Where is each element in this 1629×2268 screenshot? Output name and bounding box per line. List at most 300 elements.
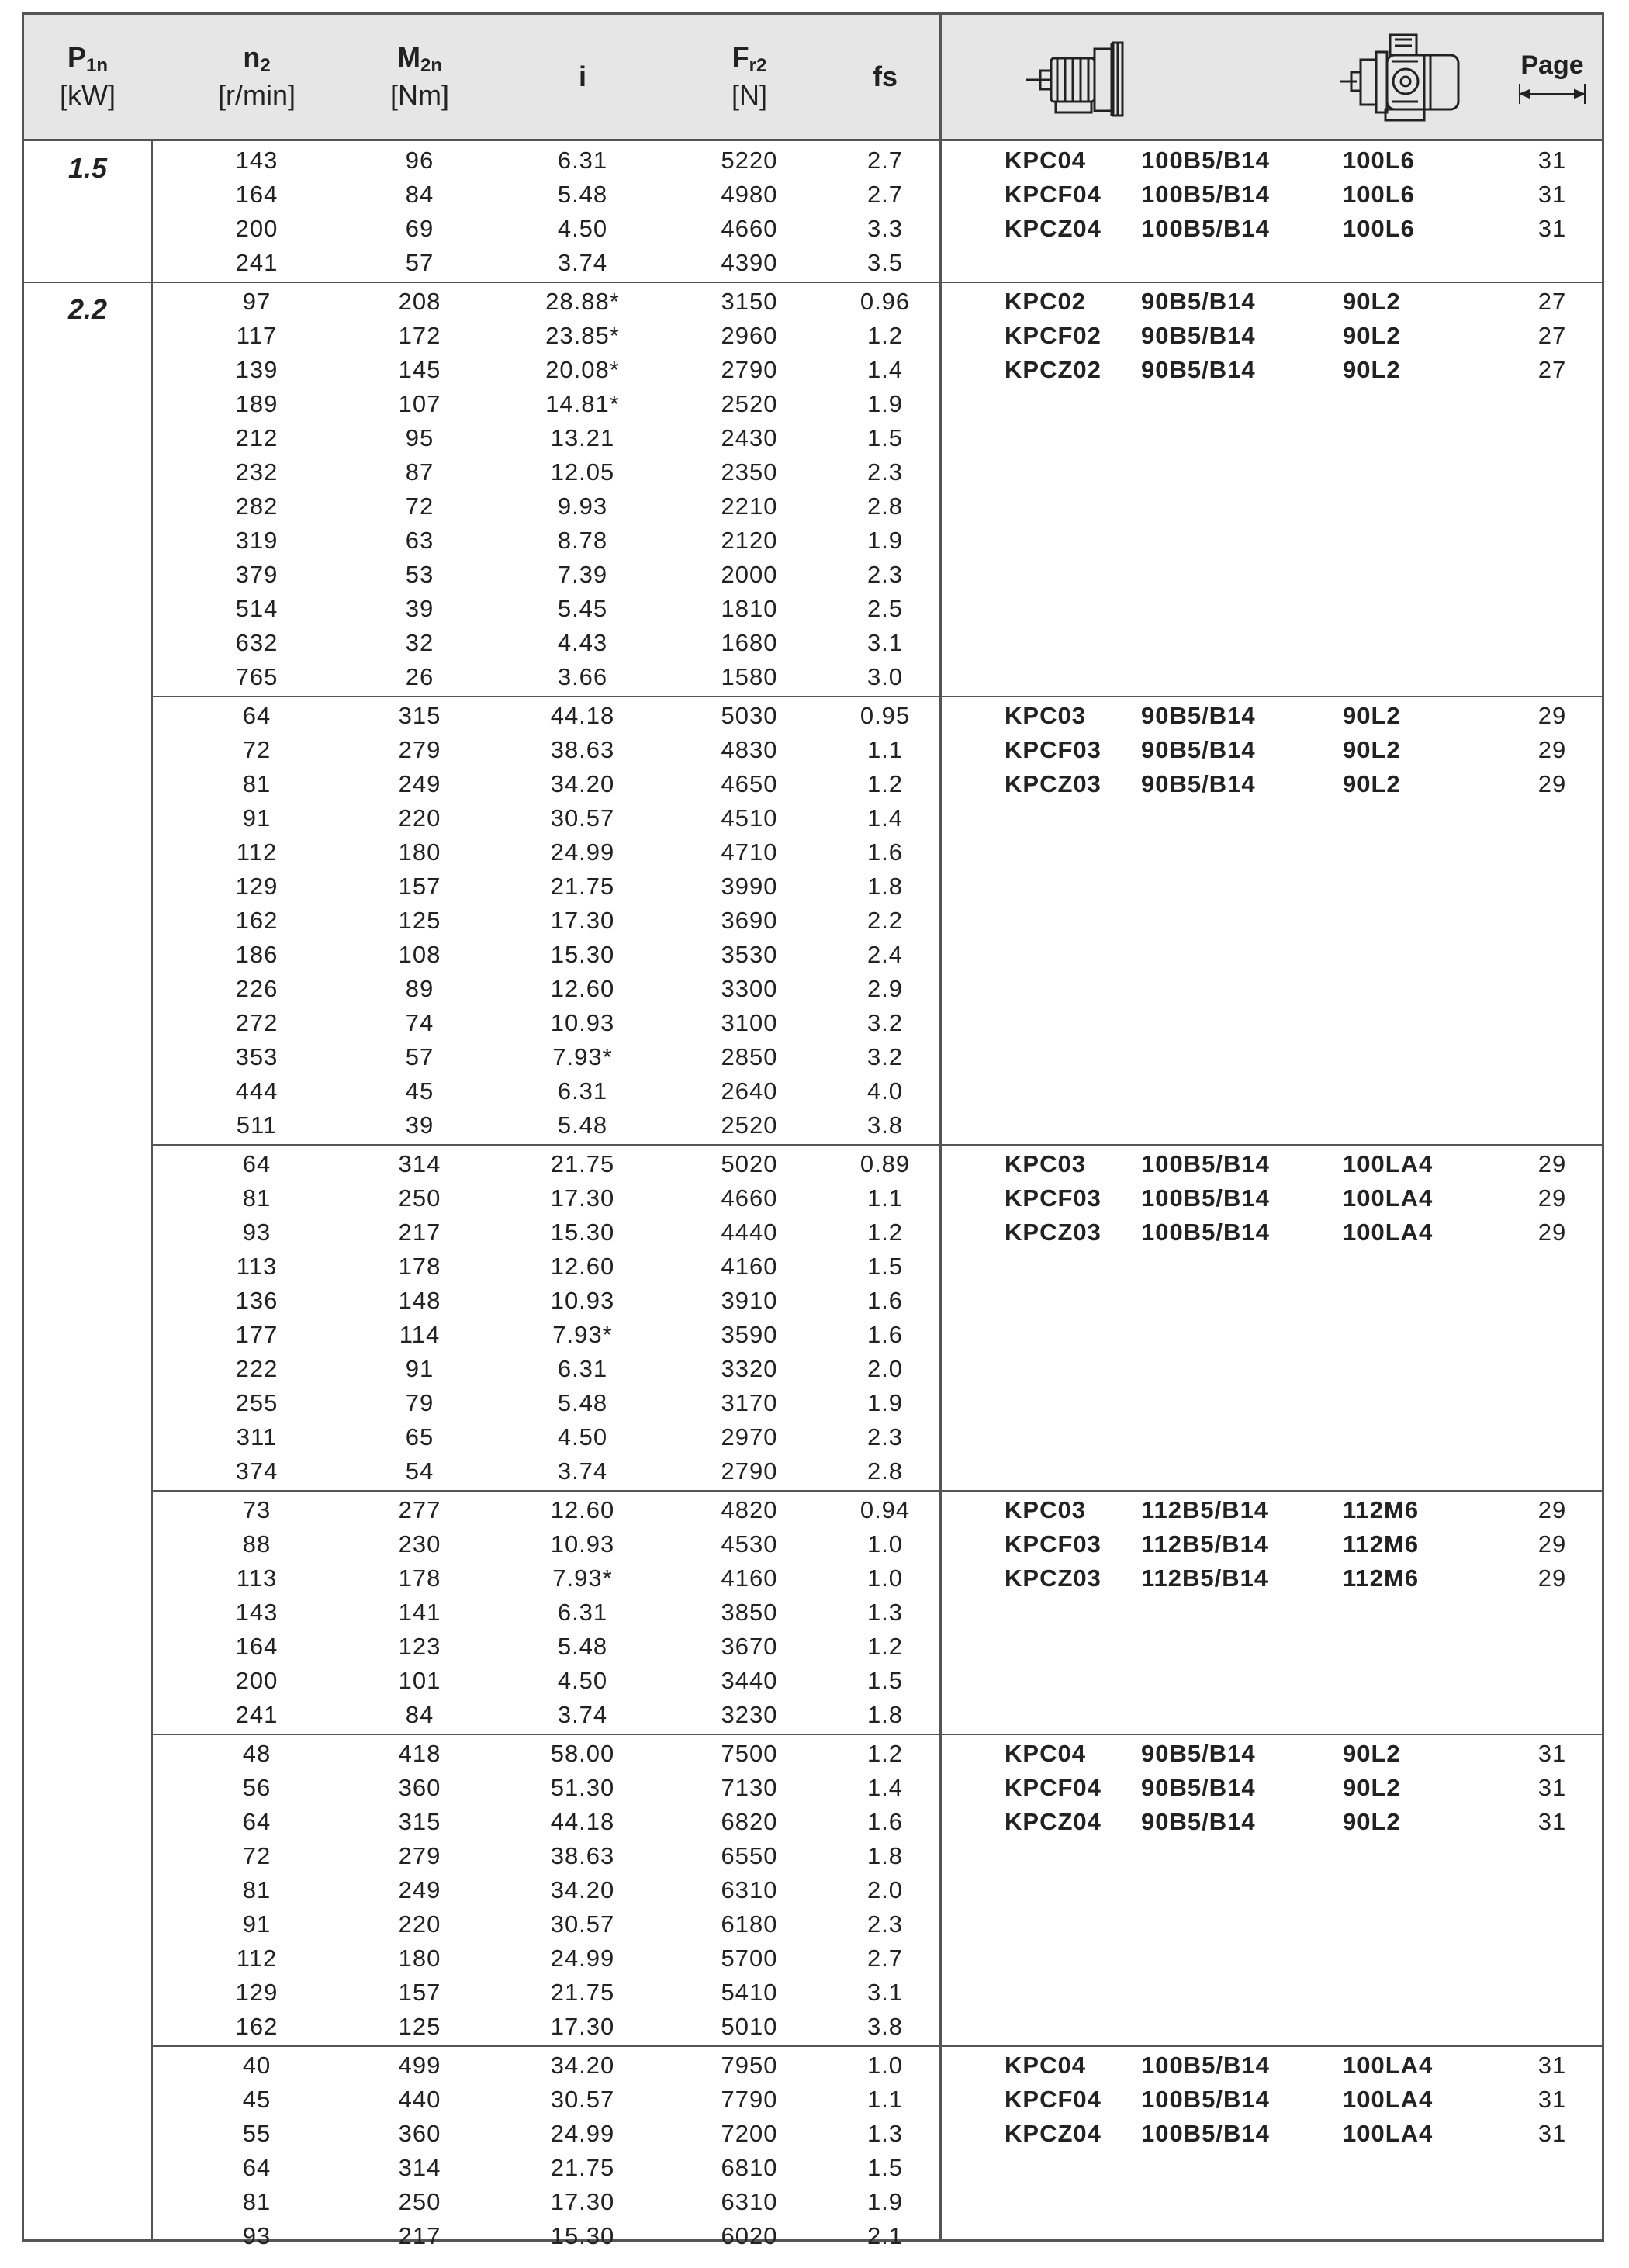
- ratio-cell: 4.50: [557, 215, 608, 242]
- output-speed-cell: 632: [235, 629, 278, 656]
- output-torque-cell: 57: [405, 249, 434, 276]
- radial-load-cell: 5030: [721, 702, 778, 729]
- service-factor-cell: 2.2: [866, 907, 904, 934]
- radial-load-cell: 2000: [721, 561, 778, 588]
- service-factor-cell: 1.2: [866, 322, 904, 349]
- ratio-cell: 3.74: [557, 1457, 608, 1485]
- ratio-cell: 28.88*: [545, 288, 620, 315]
- output-speed-cell: 162: [235, 907, 278, 934]
- flange-size-cell: 112B5/B14: [1141, 1564, 1269, 1592]
- table-row: [24, 801, 1602, 835]
- model-name-cell: KPC03: [1005, 1496, 1086, 1523]
- output-speed-cell: 162: [235, 2013, 278, 2040]
- radial-load-cell: 3320: [721, 1355, 778, 1382]
- ratio-cell: 13.21: [550, 424, 615, 451]
- output-speed-cell: 200: [235, 215, 278, 242]
- flange-size-cell: 90B5/B14: [1141, 322, 1256, 349]
- output-torque-cell: 114: [399, 1321, 441, 1348]
- output-torque-cell: 57: [405, 1043, 434, 1070]
- output-torque-cell: 314: [398, 2154, 441, 2181]
- ratio-cell: 6.31: [557, 1599, 608, 1626]
- output-torque-cell: 91: [405, 1355, 434, 1382]
- output-torque-cell: 74: [405, 1009, 434, 1036]
- radial-load-cell: 2850: [721, 1043, 778, 1070]
- header-service-factor: fs: [872, 60, 898, 92]
- service-factor-cell: 1.8: [866, 873, 904, 900]
- service-factor-cell: 2.0: [866, 1876, 904, 1903]
- output-speed-cell: 212: [235, 424, 278, 451]
- radial-load-cell: 6020: [721, 2222, 778, 2249]
- radial-load-cell: 2970: [721, 1423, 778, 1450]
- ratio-cell: 12.60: [550, 1496, 615, 1523]
- radial-load-cell: 1680: [721, 629, 778, 656]
- page-number-cell: 27: [1537, 356, 1567, 383]
- output-speed-cell: 136: [235, 1287, 278, 1314]
- ratio-cell: 3.74: [557, 249, 608, 276]
- table-row: [24, 2185, 1602, 2219]
- output-torque-cell: 249: [398, 1876, 441, 1903]
- output-speed-cell: 129: [235, 873, 278, 900]
- page-number-cell: 29: [1537, 1530, 1567, 1558]
- flange-size-cell: 90B5/B14: [1141, 736, 1256, 763]
- service-factor-cell: 1.0: [866, 1564, 904, 1592]
- ratio-cell: 34.20: [550, 2052, 615, 2079]
- output-torque-cell: 499: [398, 2052, 441, 2079]
- service-factor-cell: 1.8: [866, 1701, 904, 1728]
- flange-size-cell: 90B5/B14: [1141, 1774, 1256, 1801]
- service-factor-cell: 1.2: [866, 1633, 904, 1660]
- output-speed-cell: 164: [235, 1633, 278, 1660]
- flange-size-cell: 100B5/B14: [1141, 147, 1270, 174]
- motor-size-cell: 90L2: [1343, 1808, 1401, 1835]
- page-number-cell: 27: [1537, 288, 1567, 315]
- service-factor-cell: 1.1: [866, 736, 904, 763]
- table-row: [24, 2151, 1602, 2185]
- ratio-cell: 20.08*: [545, 356, 620, 383]
- radial-load-cell: 3170: [721, 1389, 778, 1416]
- table-row: [24, 1386, 1602, 1420]
- model-row: [24, 2048, 1602, 2083]
- output-speed-cell: 112: [236, 838, 278, 866]
- output-speed-cell: 93: [242, 2222, 272, 2249]
- service-factor-cell: 2.5: [866, 595, 904, 622]
- model-row: [24, 1181, 1602, 1215]
- model-row: [24, 2083, 1602, 2117]
- service-factor-cell: 0.96: [859, 288, 911, 315]
- model-row: [24, 285, 1602, 319]
- radial-load-cell: 3990: [721, 873, 778, 900]
- output-speed-cell: 112: [236, 1945, 278, 1972]
- service-factor-cell: 3.2: [866, 1043, 904, 1070]
- ratio-cell: 10.93: [550, 1287, 615, 1314]
- service-factor-cell: 0.95: [859, 702, 911, 729]
- model-name-cell: KPCZ04: [1005, 2120, 1102, 2147]
- output-speed-cell: 139: [235, 356, 278, 383]
- output-speed-cell: 177: [235, 1321, 278, 1348]
- table-row: [24, 1664, 1602, 1698]
- output-torque-cell: 45: [405, 1077, 434, 1105]
- output-speed-cell: 311: [236, 1423, 278, 1450]
- flange-size-cell: 90B5/B14: [1141, 770, 1256, 797]
- radial-load-cell: 5410: [721, 1979, 778, 2006]
- table-row: [24, 246, 1602, 280]
- motor-size-cell: 100LA4: [1343, 2052, 1434, 2079]
- table-row: [24, 421, 1602, 455]
- model-name-cell: KPCF04: [1005, 181, 1102, 208]
- ratio-cell: 21.75: [550, 1979, 615, 2006]
- motor-size-cell: 112M6: [1343, 1530, 1420, 1558]
- table-row: [24, 1318, 1602, 1352]
- radial-load-cell: 4660: [721, 1184, 778, 1212]
- page-number-cell: 27: [1537, 322, 1567, 349]
- radial-load-cell: 3690: [721, 907, 778, 934]
- radial-load-cell: 5700: [721, 1945, 778, 1972]
- service-factor-cell: 2.7: [866, 1945, 904, 1972]
- flange-size-cell: 90B5/B14: [1141, 702, 1256, 729]
- output-speed-cell: 81: [242, 1876, 272, 1903]
- table-row: [24, 387, 1602, 421]
- ratio-cell: 12.60: [550, 1253, 615, 1280]
- ratio-cell: 10.93: [550, 1530, 615, 1558]
- service-factor-cell: 4.0: [866, 1077, 904, 1105]
- flange-size-cell: 100B5/B14: [1141, 215, 1270, 242]
- output-speed-cell: 241: [235, 1701, 278, 1728]
- header-ratio: i: [578, 60, 586, 92]
- table-row: [24, 1352, 1602, 1386]
- ratio-cell: 30.57: [550, 2086, 615, 2113]
- header-page: Page: [1506, 15, 1599, 139]
- model-row: [24, 733, 1602, 767]
- output-torque-cell: 141: [398, 1599, 441, 1626]
- table-row: [24, 1108, 1602, 1143]
- output-torque-cell: 39: [405, 1112, 434, 1139]
- page-number-cell: 31: [1537, 1740, 1567, 1767]
- output-torque-cell: 250: [398, 1184, 441, 1212]
- radial-load-cell: 2790: [721, 1457, 778, 1485]
- output-torque-cell: 39: [405, 595, 434, 622]
- output-speed-cell: 353: [235, 1043, 278, 1070]
- table-row: [24, 2010, 1602, 2044]
- table-row: [24, 558, 1602, 592]
- ratio-cell: 14.81*: [545, 390, 620, 417]
- page-number-cell: 29: [1537, 1564, 1567, 1592]
- group-separator: [153, 696, 1602, 697]
- output-speed-cell: 186: [235, 941, 278, 968]
- ratio-cell: 6.31: [557, 1077, 608, 1105]
- radial-load-cell: 2960: [721, 322, 778, 349]
- page-number-cell: 29: [1537, 1184, 1567, 1212]
- radial-load-cell: 4830: [721, 736, 778, 763]
- output-torque-cell: 315: [398, 702, 441, 729]
- flange-size-cell: 90B5/B14: [1141, 1740, 1256, 1767]
- ratio-cell: 5.48: [557, 1112, 608, 1139]
- output-torque-cell: 72: [405, 493, 434, 520]
- service-factor-cell: 3.8: [866, 1112, 904, 1139]
- radial-load-cell: 6310: [721, 2188, 778, 2215]
- model-row: [24, 699, 1602, 733]
- output-torque-cell: 145: [398, 356, 441, 383]
- ratio-cell: 24.99: [550, 2120, 615, 2147]
- model-row: [24, 1527, 1602, 1561]
- output-speed-cell: 164: [235, 181, 278, 208]
- ratio-cell: 38.63: [550, 1842, 615, 1869]
- radial-load-cell: 5220: [721, 147, 778, 174]
- ratio-cell: 34.20: [550, 1876, 615, 1903]
- radial-load-cell: 3590: [721, 1321, 778, 1348]
- output-torque-cell: 125: [398, 907, 441, 934]
- model-name-cell: KPCZ02: [1005, 356, 1102, 383]
- radial-load-cell: 7500: [721, 1740, 778, 1767]
- service-factor-cell: 1.6: [866, 1321, 904, 1348]
- radial-load-cell: 6820: [721, 1808, 778, 1835]
- model-name-cell: KPCF03: [1005, 1530, 1102, 1558]
- service-factor-cell: 0.94: [859, 1496, 911, 1523]
- output-torque-cell: 180: [398, 1945, 441, 1972]
- ratio-cell: 5.48: [557, 181, 608, 208]
- radial-load-cell: 6810: [721, 2154, 778, 2181]
- motor-size-cell: 90L2: [1343, 288, 1401, 315]
- header-output-torque: $M_{2n}$ [Nm]: [390, 41, 449, 112]
- ratio-cell: 30.57: [550, 804, 615, 831]
- service-factor-cell: 1.2: [866, 770, 904, 797]
- ratio-cell: 21.75: [550, 2154, 615, 2181]
- page-number-cell: 29: [1537, 1496, 1567, 1523]
- table-row: [24, 1873, 1602, 1907]
- table-row: [24, 1698, 1602, 1732]
- ratio-cell: 7.93*: [552, 1321, 613, 1348]
- page-number-cell: 31: [1537, 215, 1567, 242]
- output-speed-cell: 64: [242, 702, 272, 729]
- output-torque-cell: 148: [398, 1287, 441, 1314]
- output-speed-cell: 97: [242, 288, 272, 315]
- radial-load-cell: 4390: [721, 249, 778, 276]
- model-name-cell: KPC02: [1005, 288, 1086, 315]
- radial-load-cell: 2430: [721, 424, 778, 451]
- model-row: [24, 1805, 1602, 1839]
- table-row: [24, 1630, 1602, 1664]
- output-speed-cell: 55: [242, 2120, 272, 2147]
- service-factor-cell: 1.9: [866, 390, 904, 417]
- service-factor-cell: 1.2: [866, 1219, 904, 1246]
- table-header: [24, 15, 1602, 141]
- motor-size-cell: 90L2: [1343, 356, 1401, 383]
- model-name-cell: KPC04: [1005, 1740, 1086, 1767]
- ratio-cell: 6.31: [557, 1355, 608, 1382]
- flange-size-cell: 112B5/B14: [1141, 1530, 1269, 1558]
- service-factor-cell: 1.9: [866, 527, 904, 554]
- output-speed-cell: 48: [242, 1740, 272, 1767]
- output-speed-cell: 374: [235, 1457, 278, 1485]
- model-row: [24, 1737, 1602, 1771]
- flange-size-cell: 100B5/B14: [1141, 1184, 1270, 1212]
- radial-load-cell: 6180: [721, 1910, 778, 1938]
- service-factor-cell: 1.0: [866, 2052, 904, 2079]
- radial-load-cell: 4160: [721, 1564, 778, 1592]
- table-row: [24, 1941, 1602, 1976]
- output-torque-cell: 230: [398, 1530, 441, 1558]
- service-factor-cell: 1.8: [866, 1842, 904, 1869]
- output-speed-cell: 143: [235, 1599, 278, 1626]
- model-row: [24, 1771, 1602, 1805]
- radial-load-cell: 2350: [721, 458, 778, 486]
- service-factor-cell: 2.3: [866, 1910, 904, 1938]
- output-torque-cell: 279: [398, 1842, 441, 1869]
- radial-load-cell: 4650: [721, 770, 778, 797]
- service-factor-cell: 2.9: [866, 975, 904, 1002]
- service-factor-cell: 2.0: [866, 1355, 904, 1382]
- page-number-cell: 31: [1537, 2086, 1567, 2113]
- output-torque-cell: 123: [398, 1633, 441, 1660]
- output-speed-cell: 73: [242, 1496, 272, 1523]
- flange-size-cell: 100B5/B14: [1141, 2120, 1270, 2147]
- group-separator: [153, 2045, 1602, 2047]
- output-torque-cell: 360: [398, 2120, 441, 2147]
- radial-load-cell: 4160: [721, 1253, 778, 1280]
- model-name-cell: KPCF02: [1005, 322, 1102, 349]
- flange-size-cell: 90B5/B14: [1141, 356, 1256, 383]
- table-row: [24, 1596, 1602, 1630]
- service-factor-cell: 1.2: [866, 1740, 904, 1767]
- radial-load-cell: 2210: [721, 493, 778, 520]
- service-factor-cell: 1.1: [866, 2086, 904, 2113]
- ratio-cell: 7.93*: [552, 1564, 613, 1592]
- motor-size-cell: 90L2: [1343, 770, 1401, 797]
- group-separator: [153, 1490, 1602, 1492]
- radial-load-cell: 4530: [721, 1530, 778, 1558]
- model-row: [24, 2117, 1602, 2151]
- table-row: [24, 904, 1602, 938]
- service-factor-cell: 1.5: [866, 1253, 904, 1280]
- output-torque-cell: 249: [398, 770, 441, 797]
- radial-load-cell: 3300: [721, 975, 778, 1002]
- output-speed-cell: 81: [242, 770, 272, 797]
- table-row: [24, 938, 1602, 972]
- output-speed-cell: 765: [235, 663, 278, 690]
- ratio-cell: 7.39: [557, 561, 608, 588]
- page-number-cell: 29: [1537, 1219, 1567, 1246]
- table-row: [24, 660, 1602, 694]
- ratio-cell: 3.74: [557, 1701, 608, 1728]
- ratio-cell: 12.05: [550, 458, 615, 486]
- model-row: [24, 1493, 1602, 1527]
- motor-size-cell: 100LA4: [1343, 1219, 1434, 1246]
- output-torque-cell: 178: [398, 1253, 441, 1280]
- radial-load-cell: 7200: [721, 2120, 778, 2147]
- output-torque-cell: 65: [405, 1423, 434, 1450]
- output-speed-cell: 64: [242, 2154, 272, 2181]
- model-name-cell: KPC04: [1005, 2052, 1086, 2079]
- output-speed-cell: 81: [242, 2188, 272, 2215]
- flange-size-cell: 100B5/B14: [1141, 2052, 1270, 2079]
- model-name-cell: KPCF03: [1005, 1184, 1102, 1212]
- radial-load-cell: 4980: [721, 181, 778, 208]
- ratio-cell: 15.30: [550, 2222, 615, 2249]
- ratio-cell: 38.63: [550, 736, 615, 763]
- output-speed-cell: 93: [242, 1219, 272, 1246]
- service-factor-cell: 1.4: [866, 356, 904, 383]
- output-speed-cell: 189: [235, 390, 278, 417]
- model-row: [24, 1561, 1602, 1596]
- output-speed-cell: 514: [235, 595, 278, 622]
- table-row: [24, 1976, 1602, 2010]
- output-speed-cell: 232: [235, 458, 278, 486]
- table-row: [24, 1074, 1602, 1108]
- flange-size-cell: 90B5/B14: [1141, 1808, 1256, 1835]
- page-number-cell: 29: [1537, 736, 1567, 763]
- page-number-cell: 31: [1537, 1808, 1567, 1835]
- output-speed-cell: 222: [235, 1355, 278, 1382]
- radial-load-cell: 2790: [721, 356, 778, 383]
- ratio-cell: 17.30: [550, 2188, 615, 2215]
- motor-size-cell: 100L6: [1343, 215, 1415, 242]
- output-torque-cell: 125: [398, 2013, 441, 2040]
- output-speed-cell: 91: [242, 804, 272, 831]
- output-torque-cell: 279: [398, 736, 441, 763]
- page-number-cell: 31: [1537, 147, 1567, 174]
- output-speed-cell: 72: [242, 736, 272, 763]
- radial-load-cell: 7790: [721, 2086, 778, 2113]
- service-factor-cell: 1.6: [866, 1808, 904, 1835]
- radial-load-cell: 7130: [721, 1774, 778, 1801]
- output-speed-cell: 72: [242, 1842, 272, 1869]
- radial-load-cell: 7950: [721, 2052, 778, 2079]
- output-torque-cell: 63: [405, 527, 434, 554]
- radial-load-cell: 1810: [721, 595, 778, 622]
- model-row: [24, 143, 1602, 178]
- output-torque-cell: 87: [405, 458, 434, 486]
- output-torque-cell: 26: [405, 663, 434, 690]
- ratio-cell: 17.30: [550, 1184, 615, 1212]
- ratio-cell: 4.43: [557, 629, 608, 656]
- radial-load-cell: 6550: [721, 1842, 778, 1869]
- radial-load-cell: 2520: [721, 1112, 778, 1139]
- output-torque-cell: 220: [398, 1910, 441, 1938]
- model-name-cell: KPCF04: [1005, 1774, 1102, 1801]
- radial-load-cell: 4510: [721, 804, 778, 831]
- output-speed-cell: 143: [235, 147, 278, 174]
- output-speed-cell: 45: [242, 2086, 272, 2113]
- model-row: [24, 1147, 1602, 1181]
- service-factor-cell: 1.3: [866, 2120, 904, 2147]
- service-factor-cell: 1.4: [866, 804, 904, 831]
- radial-load-cell: 6310: [721, 1876, 778, 1903]
- flange-size-cell: 100B5/B14: [1141, 181, 1270, 208]
- output-torque-cell: 180: [398, 838, 441, 866]
- ratio-cell: 5.48: [557, 1633, 608, 1660]
- service-factor-cell: 1.5: [866, 1667, 904, 1694]
- output-torque-cell: 220: [398, 804, 441, 831]
- motor-size-cell: 90L2: [1343, 322, 1401, 349]
- service-factor-cell: 3.0: [866, 663, 904, 690]
- motor-size-cell: 100L6: [1343, 181, 1415, 208]
- output-speed-cell: 379: [235, 561, 278, 588]
- output-speed-cell: 129: [235, 1979, 278, 2006]
- output-speed-cell: 255: [235, 1389, 278, 1416]
- model-name-cell: KPCZ04: [1005, 215, 1102, 242]
- header-output-speed: $n_2$ [r/min]: [217, 41, 296, 112]
- output-torque-cell: 95: [405, 424, 434, 451]
- ratio-cell: 4.50: [557, 1667, 608, 1694]
- output-torque-cell: 172: [398, 322, 441, 349]
- flange-size-cell: 100B5/B14: [1141, 1150, 1270, 1177]
- table-row: [24, 1454, 1602, 1488]
- service-factor-cell: 1.3: [866, 1599, 904, 1626]
- motor-size-cell: 90L2: [1343, 1740, 1401, 1767]
- radial-load-cell: 5020: [721, 1150, 778, 1177]
- output-speed-cell: 81: [242, 1184, 272, 1212]
- power-value: 1.5: [67, 152, 108, 184]
- motor-size-cell: 100LA4: [1343, 1184, 1434, 1212]
